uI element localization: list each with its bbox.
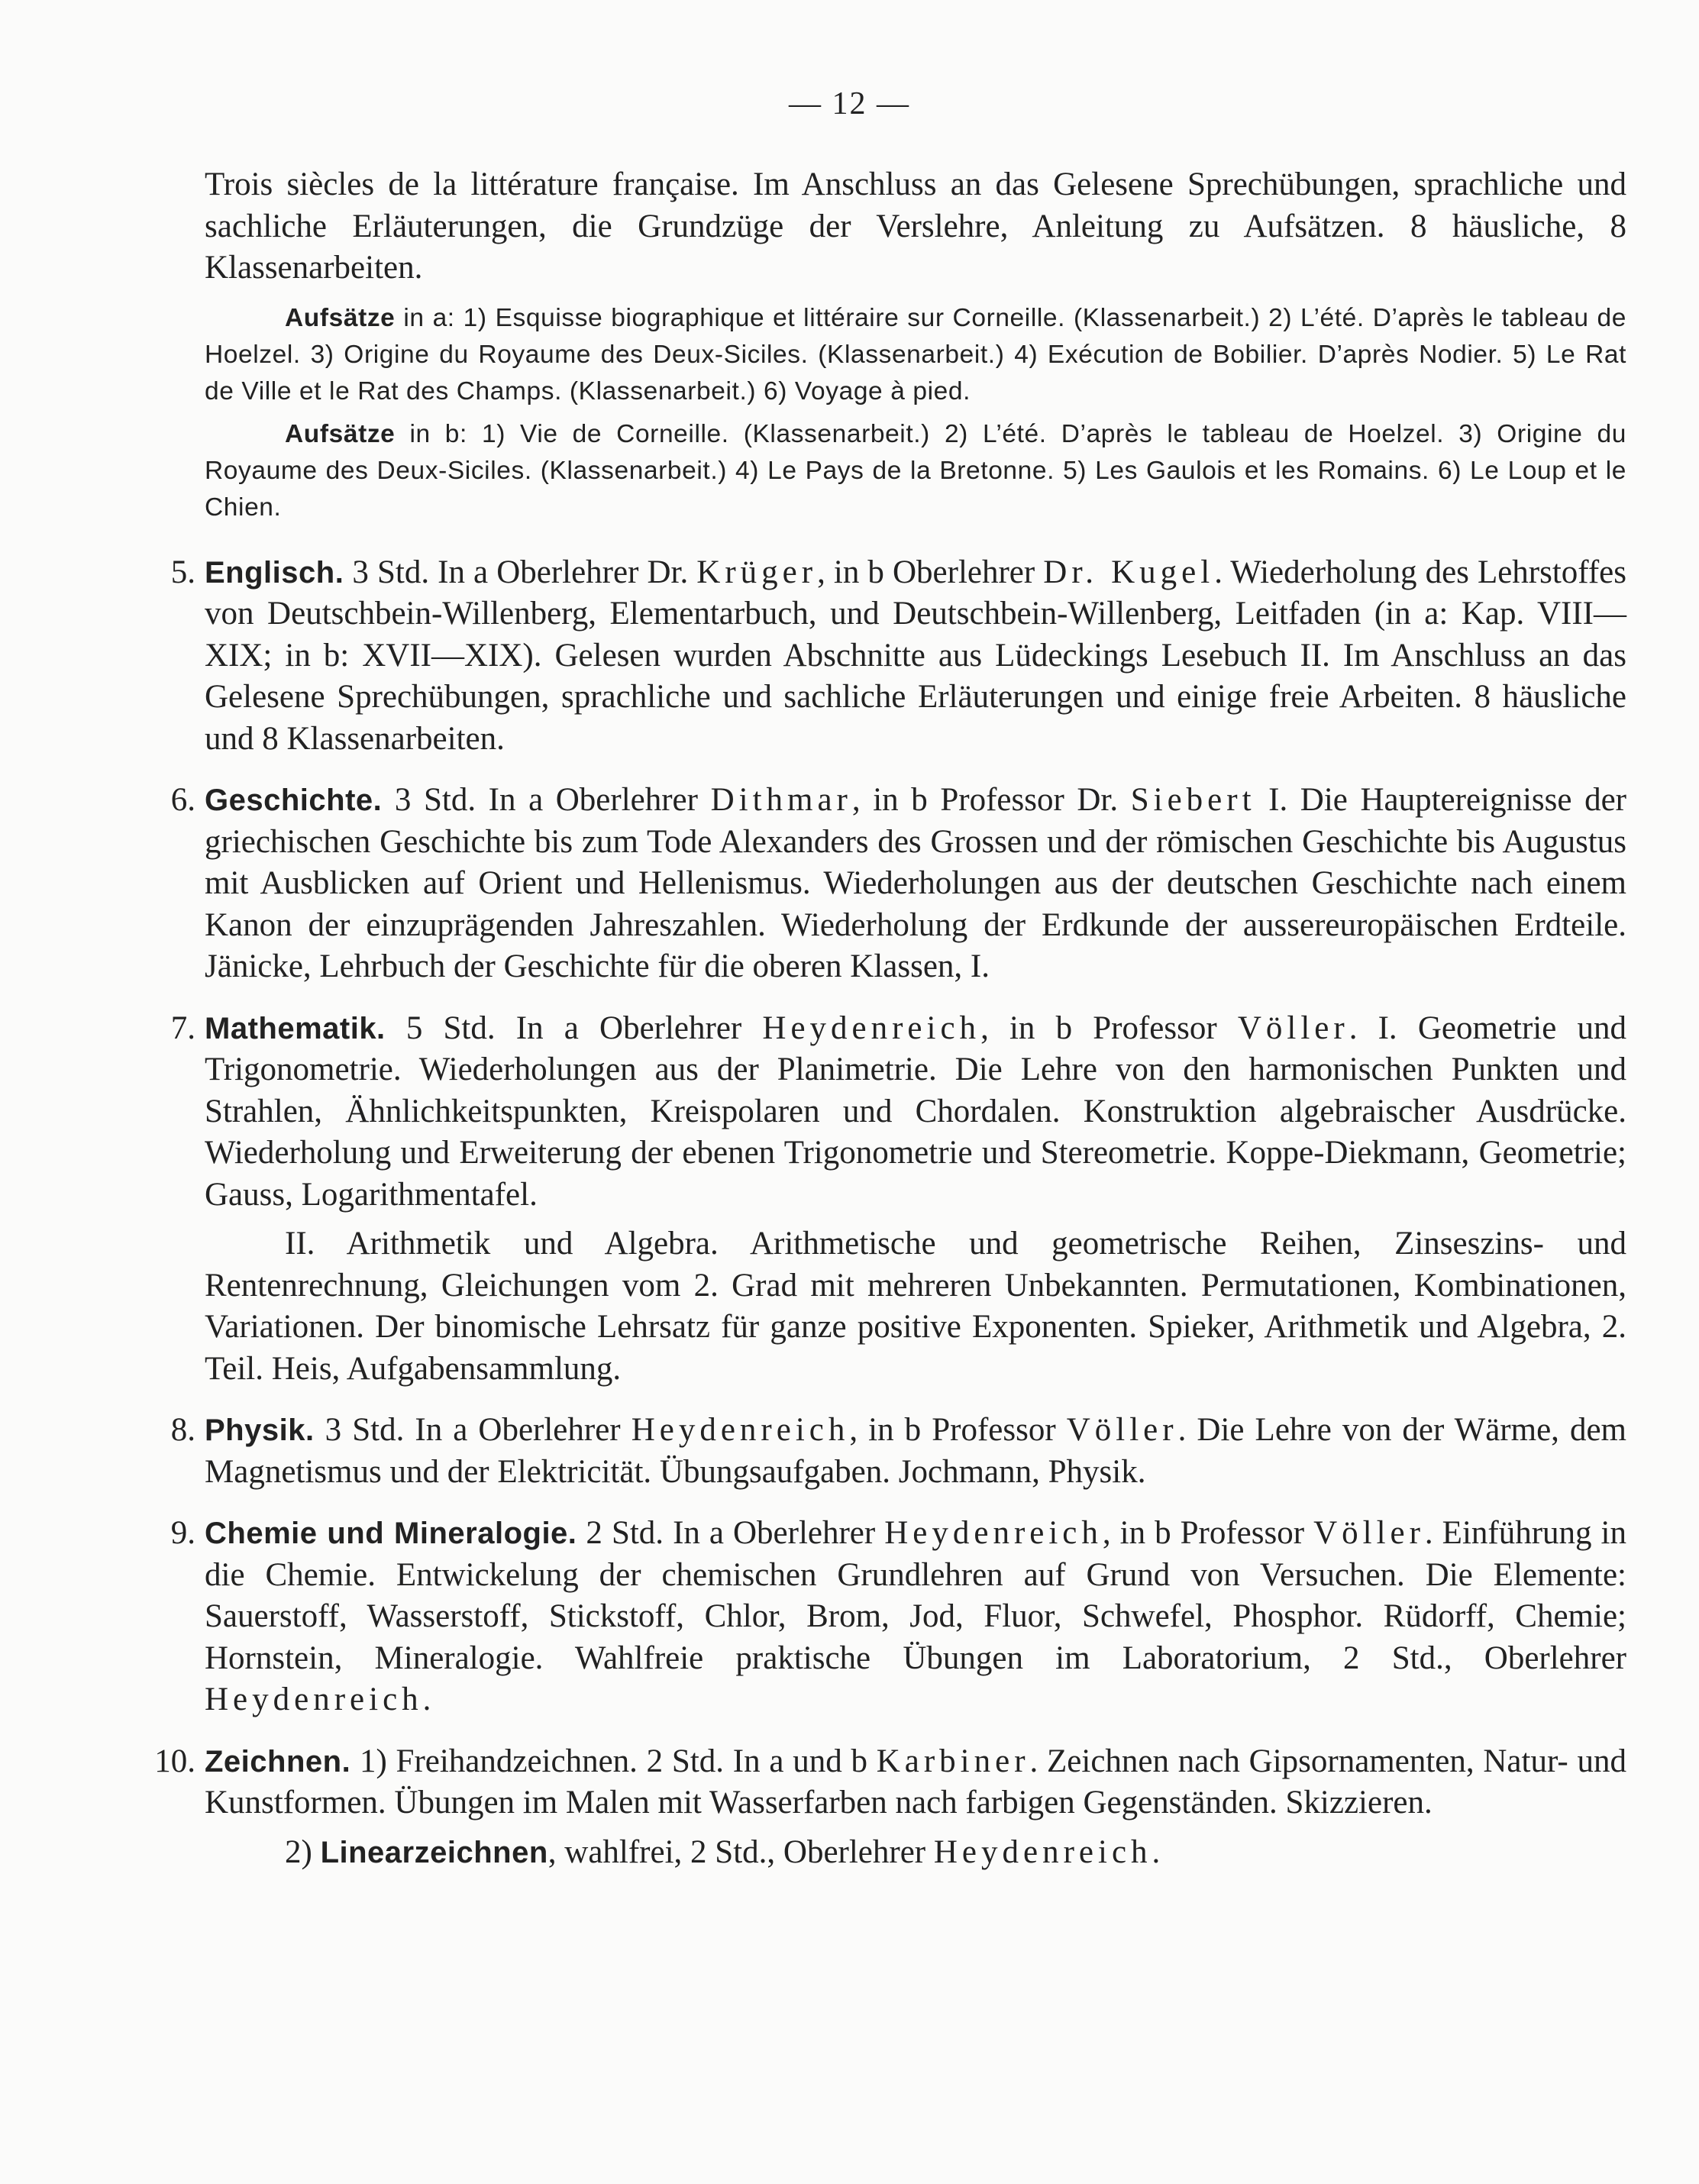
section-number: 5. (170, 554, 195, 590)
text-run: . Einführung in die Chemie. Entwickelung der chemischen Grundlehren auf Grund von Versuchen. Die Elemente: Sauerstoff, Wasserstoff, Stickstoff, Chlor, Brom, Jod, Fluor, Schwefel, Phosphor. Rüdorff, Chemie; Hornstein, Mineralogie. Wahlfreie praktische Übungen im Laboratorium, 2 Std., Oberlehrer (205, 1515, 1626, 1676)
teacher-name: Siebert (1130, 782, 1256, 818)
section-number: 8. (170, 1412, 195, 1448)
section-number: 9. (170, 1515, 195, 1551)
section-englisch (170, 552, 1626, 761)
text-run: I. Die Hauptereignisse der griechischen Geschichte bis zum Tode Alexanders des Grossen und der römischen Geschichte bis Augustus mit Ausblicken auf Orient und Hellenismus. Wiederholungen aus der deutschen Geschichte nach einem Kanon der einzuprägenden Jahreszahlen. Wiederholung der Erdkunde der aussereuropäischen Erdteile. Jänicke, Lehrbuch der Geschichte für die oberen Klassen, I. (205, 782, 1626, 984)
aufsaetze-b-label: Aufsätze (285, 419, 396, 448)
text-run: 3 Std. In a Oberlehrer Dr. (344, 554, 697, 590)
text-run: , in b Professor (1102, 1515, 1314, 1551)
section-text (205, 552, 1626, 761)
text-run: 3 Std. In a Oberlehrer (382, 782, 711, 818)
text-run: 2 Std. In a Oberlehrer (577, 1515, 885, 1551)
teacher-name: Heydenreich (884, 1515, 1103, 1551)
text-run: 3 Std. In a Oberlehrer (314, 1412, 631, 1448)
text-run: . Die Lehre von der Wärme, dem Magnetismus und der Elektricität. Übungsaufgaben. Jochmann, Physik. (205, 1412, 1626, 1490)
section-mathematik (170, 1008, 1626, 1391)
section-number: 6. (170, 782, 195, 818)
aufsaetze-a-label: Aufsätze (285, 303, 396, 332)
section-physik (170, 1410, 1626, 1493)
teacher-name: Karbiner (876, 1743, 1030, 1779)
text-run: 2) (285, 1833, 321, 1870)
text-run: . Zeichnen nach Gipsornamenten, Natur- und Kunstformen. Übungen im Malen mit Wasserfarben nach farbigen Gegenständen. Skizzieren. (205, 1743, 1626, 1821)
page-number: — 12 — (789, 86, 910, 121)
text-run: , in b Professor (980, 1010, 1238, 1046)
text-run: . (1152, 1833, 1161, 1870)
text-run: , in b Professor (849, 1412, 1067, 1448)
section-heading: Physik. (205, 1413, 315, 1447)
intro-paragraph: Trois siècles de la littérature française. Im Anschluss an das Gelesene Sprechübungen, sprachliche und sachliche Erläuterungen, die Grundzüge der Verslehre, Anleitung zu Aufsätzen. 8 häusliche, 8 Klassenarbeiten. (205, 166, 1626, 286)
aufsaetze-a-text: in a: 1) Esquisse biographique et littéraire sur Corneille. (Klassenarbeit.) 2) L’été. D’après le tableau de Hoelzel. 3) Origine du Royaume des Deux-Siciles. (Klassenarbeit.) 4) Exécution de Bobilier. D’après Nodier. 5) Le Rat de Ville et le Rat des Champs. (Klassenarbeit.) 6) Voyage à pied. (205, 303, 1626, 405)
section-text (205, 1741, 1626, 1824)
teacher-name: Heydenreich (933, 1833, 1152, 1870)
section-zeichnen (154, 1741, 1626, 1874)
section-text (205, 780, 1626, 988)
text-run: . I. Geometrie und Trigonometrie. Wiederholungen aus der Planimetrie. Die Lehre von den harmonischen Punkten und Strahlen, Ähnlichkeitspunkten, Kreispolaren und Chordalen. Konstruktion algebraischer Ausdrücke. Wiederholung und Erweiterung der ebenen Trigonometrie und Stereometrie. Koppe-Diekmann, Geometrie; Gauss, Logarithmentafel. (205, 1010, 1626, 1213)
page-content (154, 164, 1626, 1873)
section-text (205, 1513, 1626, 1721)
text-run: . (422, 1682, 431, 1717)
text-run: , in b Oberlehrer (817, 554, 1044, 590)
section-geschichte (170, 780, 1626, 988)
text-run: , wahlfrei, 2 Std., Oberlehrer (547, 1833, 934, 1870)
subsection-heading: Linearzeichnen (320, 1835, 548, 1869)
section-paragraph-2 (205, 1832, 1626, 1874)
section-heading: Chemie und Mineralogie. (205, 1517, 577, 1550)
aufsaetze-a (205, 300, 1626, 410)
text-run: 1) Freihandzeichnen. 2 Std. In a und b (350, 1743, 877, 1779)
section-heading: Geschichte. (205, 783, 383, 817)
section-heading: Zeichnen. (205, 1744, 351, 1779)
teacher-name: Krüger (696, 554, 818, 590)
teacher-name: Heydenreich (762, 1010, 981, 1046)
section-text (205, 1008, 1626, 1216)
aufsaetze-b (205, 416, 1626, 526)
text-run: . Wiederholung des Lehrstoffes von Deutschbein-Willenberg, Elementarbuch, und Deutschbein-Willenberg, Leitfaden (in a: Kap. VIII—XIX; in b: XVII—XIX). Gelesen wurden Abschnitte aus Lüdeckings Lesebuch II. Im Anschluss an das Gelesene Sprechübungen, sprachliche und sachliche Erläuterungen und einige freie Arbeiten. 8 häusliche und 8 Klassenarbeiten. (205, 554, 1626, 757)
teacher-name: Heydenreich (631, 1412, 850, 1448)
aufsaetze-b-text: in b: 1) Vie de Corneille. (Klassenarbeit.) 2) L’été. D’après le tableau de Hoelzel. 3) Origine du Royaume des Deux-Siciles. (Klassenarbeit.) 4) Le Pays de la Bretonne. 5) Les Gaulois et les Romains. 6) Le Loup et le Chien. (205, 419, 1626, 522)
section-number: 7. (170, 1010, 195, 1046)
teacher-name: Völler (1066, 1412, 1178, 1448)
teacher-name: Völler (1313, 1515, 1425, 1551)
teacher-name: Heydenreich (205, 1682, 423, 1717)
section-text (205, 1410, 1626, 1493)
section-paragraph-2: II. Arithmetik und Algebra. Arithmetische und geometrische Reihen, Zinseszins- und Rentenrechnung, Gleichungen vom 2. Grad mit mehreren Unbekannten. Permutationen, Kombinationen, Variationen. Der binomische Lehrsatz für ganze positive Exponenten. Spieker, Arithmetik und Algebra, 2. Teil. Heis, Aufgabensammlung. (205, 1226, 1626, 1387)
teacher-name: Völler (1237, 1010, 1349, 1046)
teacher-name: Dr. Kugel (1043, 554, 1215, 590)
text-run: , in b Professor Dr. (851, 782, 1131, 818)
section-number: 10. (154, 1743, 195, 1779)
teacher-name: Dithmar (710, 782, 852, 818)
section-heading: Englisch. (205, 555, 344, 590)
section-heading: Mathematik. (205, 1011, 386, 1045)
section-chemie (170, 1513, 1626, 1721)
text-run: 5 Std. In a Oberlehrer (385, 1010, 763, 1046)
